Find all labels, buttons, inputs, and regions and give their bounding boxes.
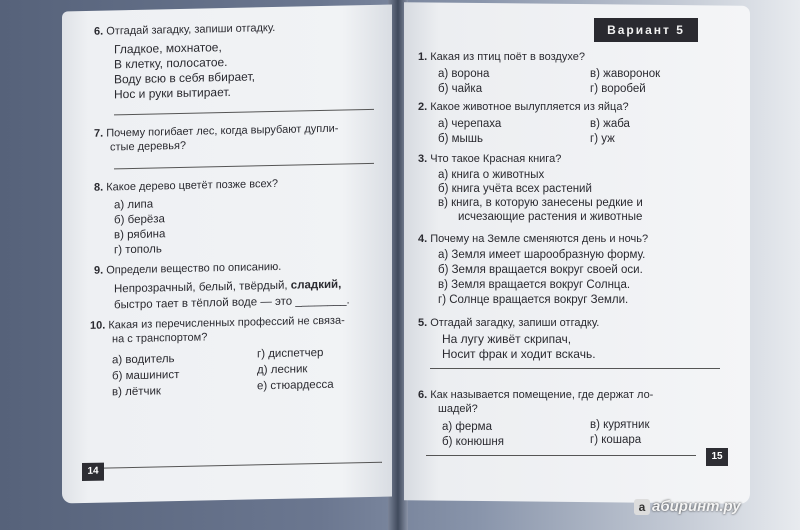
question-6: [94, 19, 384, 39]
poem-line: Гладкое, мохнатое,: [114, 40, 222, 57]
answer-option[interactable]: в) жаба: [590, 118, 630, 130]
question-8: [94, 175, 384, 195]
question-text: стые деревья?: [110, 139, 187, 154]
question-text: Почему погибает лес, когда вырубают дупли-: [106, 122, 339, 140]
poem-line: Воду всю в себя вбирает,: [114, 69, 255, 87]
answer-option[interactable]: в) жаворонок: [590, 68, 661, 80]
question-text: Какая из перечисленных профессий не связа-: [108, 314, 345, 332]
poem-line: Носит фрак и ходит вскачь.: [442, 347, 596, 361]
watermark: абиринт.ру: [652, 498, 741, 515]
question-3: [418, 152, 718, 166]
page-number: 14: [82, 463, 104, 481]
description-text-bold: сладкий,: [290, 278, 342, 292]
answer-option[interactable]: а) ворона: [438, 68, 490, 80]
question-text: Определи вещество по описанию.: [106, 260, 282, 277]
question-1: [418, 50, 718, 64]
question-10: [90, 313, 390, 347]
answer-option[interactable]: г) тополь: [114, 243, 162, 257]
question-number: 4.: [418, 233, 428, 245]
question-text: Что такое Красная книга?: [430, 153, 562, 165]
answer-option[interactable]: б) конюшня: [442, 436, 504, 448]
answer-option[interactable]: г) уж: [590, 133, 615, 145]
left-page: [62, 5, 392, 504]
question-number: 3.: [418, 153, 428, 165]
answer-line[interactable]: [114, 109, 374, 115]
answer-option[interactable]: б) машинист: [112, 368, 180, 383]
description-text: Непрозрачный, белый, твёрдый,: [114, 279, 288, 296]
question-text: шадей?: [438, 403, 478, 415]
question-5: [418, 316, 718, 330]
answer-option[interactable]: б) книга учёта всех растений: [438, 183, 592, 195]
answer-option[interactable]: в) курятник: [590, 419, 650, 431]
footer-rule: [426, 455, 696, 456]
answer-option[interactable]: г) Солнце вращается вокруг Земли.: [438, 294, 629, 306]
answer-option[interactable]: г) диспетчер: [257, 346, 324, 361]
answer-option[interactable]: а) Земля имеет шарообразную форму.: [438, 249, 646, 261]
answer-option[interactable]: е) стюардесса: [257, 378, 334, 393]
question-number: 2.: [418, 101, 428, 113]
question-text: Почему на Земле сменяются день и ночь?: [430, 233, 649, 245]
answer-option: исчезающие растения и животные: [458, 211, 643, 223]
answer-option[interactable]: г) воробей: [590, 83, 646, 95]
answer-option[interactable]: в) Земля вращается вокруг Солнца.: [438, 279, 631, 291]
question-text: Какая из птиц поёт в воздухе?: [430, 51, 585, 63]
question-6-right: [418, 388, 718, 416]
answer-option[interactable]: б) мышь: [438, 133, 484, 145]
question-2: [418, 100, 718, 114]
question-number: 9.: [94, 264, 104, 277]
question-text: Какое животное вылупляется из яйца?: [430, 101, 629, 113]
riddle-poem: [114, 39, 255, 102]
footer-rule: [102, 462, 382, 469]
answer-option[interactable]: а) черепаха: [438, 118, 502, 130]
riddle-poem: [442, 332, 596, 362]
question-number: 1.: [418, 51, 428, 63]
question-number: 6.: [418, 389, 428, 401]
answer-option[interactable]: в) рябина: [114, 228, 166, 242]
question-text: Отгадай загадку, запиши отгадку.: [430, 317, 600, 329]
answer-option[interactable]: в) лётчик: [112, 385, 161, 399]
question-text: Как называется помещение, где держат ло-: [430, 389, 654, 401]
poem-line: На лугу живёт скрипач,: [442, 332, 572, 346]
answer-line[interactable]: [114, 163, 374, 169]
question-4: [418, 232, 718, 246]
variant-badge: Вариант 5: [594, 18, 698, 42]
poem-line: В клетку, полосатое.: [114, 54, 228, 72]
question-number: 8.: [94, 181, 104, 194]
answer-option[interactable]: г) кошара: [590, 434, 642, 446]
question-text: Отгадай загадку, запиши отгадку.: [106, 21, 276, 38]
page-number: 15: [706, 448, 728, 466]
question-number: 7.: [94, 127, 104, 140]
question-number: 10.: [90, 319, 106, 332]
answer-option[interactable]: в) книга, в которую занесены редкие и: [438, 197, 643, 209]
answer-option[interactable]: б) чайка: [438, 83, 483, 95]
answer-option[interactable]: а) книга о животных: [438, 169, 545, 181]
poem-line: Нос и руки вытирает.: [114, 84, 231, 102]
question-9: [94, 258, 384, 278]
answer-option[interactable]: а) липа: [114, 198, 154, 212]
answer-line[interactable]: [430, 368, 720, 369]
description-text[interactable]: быстро тает в тёплой воде — это ________.: [114, 294, 350, 312]
question-7: [94, 121, 392, 155]
question-text: Какое дерево цветёт позже всех?: [106, 177, 278, 194]
labirint-logo-icon: a: [634, 499, 650, 515]
answer-option[interactable]: б) Земля вращается вокруг своей оси.: [438, 264, 643, 276]
answer-option[interactable]: а) ферма: [442, 421, 492, 433]
question-text: на с транспортом?: [112, 331, 208, 346]
question-number: 5.: [418, 317, 428, 329]
question-number: 6.: [94, 25, 104, 38]
answer-option[interactable]: б) берёза: [114, 213, 165, 227]
answer-option[interactable]: а) водитель: [112, 353, 175, 367]
answer-option[interactable]: д) лесник: [257, 363, 308, 377]
